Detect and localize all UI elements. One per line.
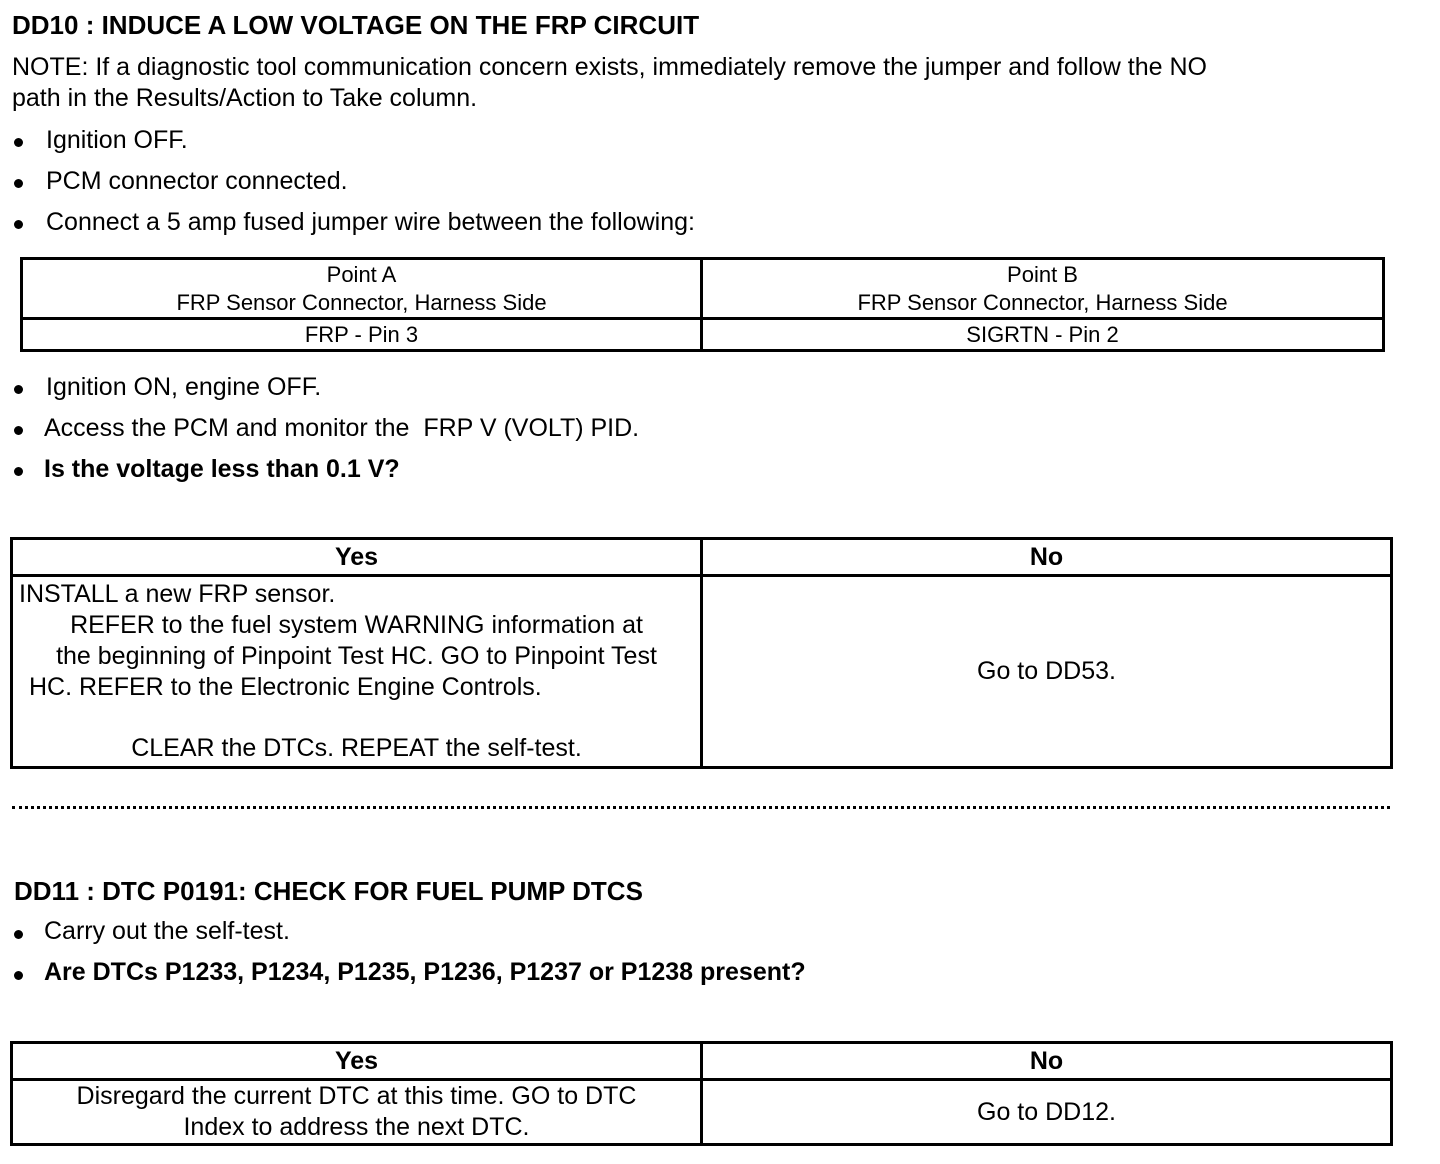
- dd11-yes-header: Yes: [12, 1043, 702, 1080]
- point-a-header-cell: [22, 259, 702, 319]
- dd10-step-pcm-connected: PCM connector connected.: [46, 167, 348, 195]
- dd10-note-line1: NOTE: If a diagnostic tool communication concern exists, immediately remove the jumper and follow the NO: [12, 53, 1207, 81]
- bullet-icon: [14, 971, 23, 980]
- dd10-no-action: Go to DD53.: [702, 576, 1392, 768]
- dd10-no-header: No: [702, 539, 1392, 576]
- bullet-icon: [14, 426, 23, 435]
- bullet-icon: [14, 179, 23, 188]
- dd11-result-table: [10, 1041, 1393, 1146]
- connection-table: [20, 257, 1385, 352]
- point-a-header: Point A: [326, 261, 397, 287]
- section-divider: [12, 806, 1390, 809]
- dd10-question: Is the voltage less than 0.1 V?: [44, 455, 400, 483]
- dd10-step-ignition-off: Ignition OFF.: [46, 126, 188, 154]
- bullet-icon: [14, 138, 23, 147]
- point-a-value: FRP - Pin 3: [22, 319, 702, 351]
- dd11-yes-action: [12, 1080, 702, 1145]
- dd11-yes-line: Index to address the next DTC.: [183, 1113, 530, 1141]
- bullet-icon: [14, 467, 23, 476]
- point-b-header: Point B: [1007, 261, 1078, 287]
- dd10-title: DD10 : INDUCE A LOW VOLTAGE ON THE FRP CIRCUIT: [12, 10, 700, 40]
- dd10-yes-line: CLEAR the DTCs. REPEAT the self-test.: [131, 734, 582, 762]
- dd11-no-action: Go to DD12.: [702, 1080, 1392, 1145]
- dd10-step-connect-jumper: Connect a 5 amp fused jumper wire between the following:: [46, 208, 695, 236]
- dd10-note-line2: path in the Results/Action to Take column.: [12, 84, 478, 112]
- bullet-icon: [14, 220, 23, 229]
- bullet-icon: [14, 930, 23, 939]
- dd10-step-monitor-pid: Access the PCM and monitor the FRP V (VOLT) PID.: [44, 414, 640, 442]
- dd10-yes-header: Yes: [12, 539, 702, 576]
- point-a-subheader: FRP Sensor Connector, Harness Side: [176, 289, 547, 315]
- dd10-yes-line: REFER to the fuel system WARNING information at: [70, 611, 643, 639]
- point-b-value: SIGRTN - Pin 2: [702, 319, 1384, 351]
- dd11-title: DD11 : DTC P0191: CHECK FOR FUEL PUMP DTCS: [14, 876, 643, 906]
- dd11-yes-line: Disregard the current DTC at this time. GO to DTC: [76, 1082, 637, 1110]
- point-b-header-cell: [702, 259, 1384, 319]
- dd10-yes-action: [12, 576, 702, 768]
- dd11-question: Are DTCs P1233, P1234, P1235, P1236, P1237 or P1238 present?: [44, 958, 806, 986]
- dd10-yes-line: the beginning of Pinpoint Test HC. GO to Pinpoint Test: [56, 642, 657, 670]
- dd11-no-header: No: [702, 1043, 1392, 1080]
- dd10-yes-line: HC. REFER to the Electronic Engine Controls.: [29, 673, 542, 701]
- dd10-result-table: [10, 537, 1393, 769]
- bullet-icon: [14, 385, 23, 394]
- dd10-yes-line: INSTALL a new FRP sensor.: [19, 580, 336, 608]
- dd11-step-self-test: Carry out the self-test.: [44, 917, 290, 945]
- point-b-subheader: FRP Sensor Connector, Harness Side: [857, 289, 1228, 315]
- dd10-step-ignition-on: Ignition ON, engine OFF.: [46, 373, 322, 401]
